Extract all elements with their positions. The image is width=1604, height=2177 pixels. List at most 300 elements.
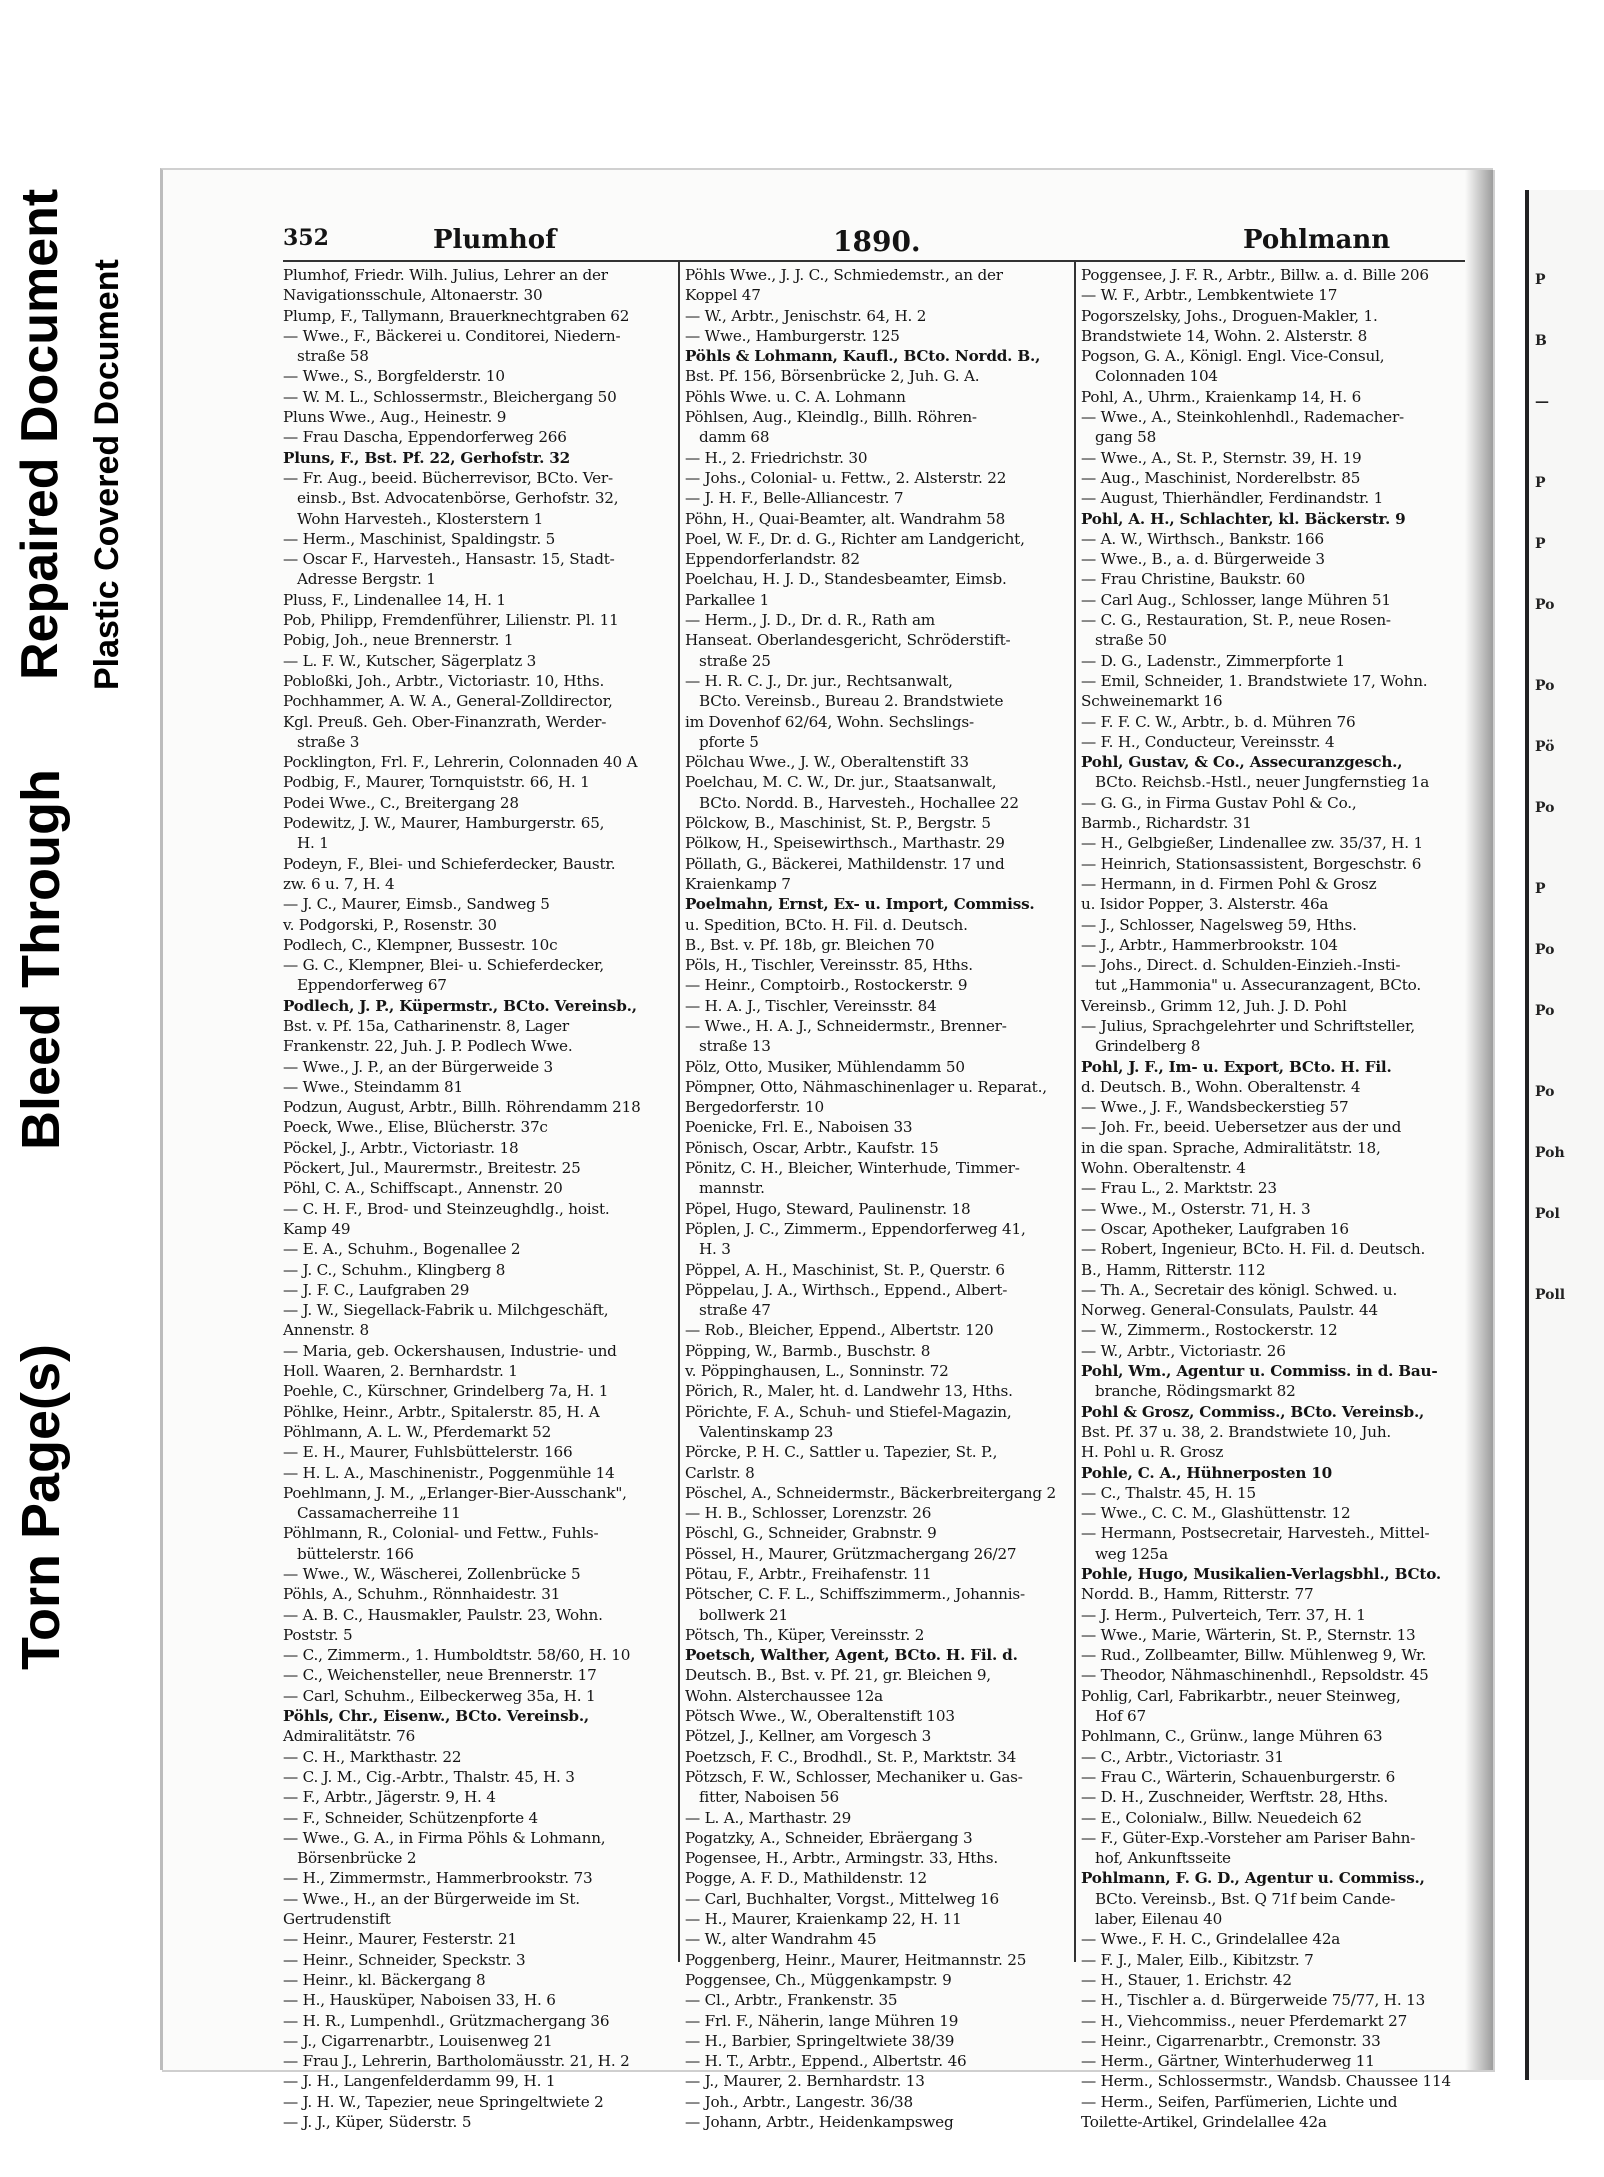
- directory-entry: — J. F. C., Laufgraben 29: [283, 1280, 470, 1299]
- directory-entry: — Hermann, in d. Firmen Pohl & Grosz: [1081, 874, 1377, 893]
- directory-entry: Valentinskamp 23: [699, 1422, 834, 1441]
- directory-entry: — J., Schlosser, Nagelsweg 59, Hths.: [1081, 915, 1357, 934]
- directory-entry: Pogson, G. A., Königl. Engl. Vice-Consul,: [1081, 347, 1385, 366]
- directory-entry: — Frau C., Wärterin, Schauenburgerstr. 6: [1081, 1767, 1396, 1786]
- directory-entry: — Robert, Ingenieur, BCto. H. Fil. d. Deutsch.: [1081, 1240, 1426, 1259]
- directory-entry: Annenstr. 8: [283, 1321, 369, 1340]
- directory-entry: — C. H., Markthastr. 22: [283, 1747, 462, 1766]
- directory-entry: Pörich, R., Maler, ht. d. Landwehr 13, Hths.: [685, 1382, 1013, 1401]
- directory-entry: — Wwe., H. A. J., Schneidermstr., Brenner-: [685, 1016, 1007, 1035]
- directory-entry: u. Isidor Popper, 3. Alsterstr. 46a: [1081, 895, 1329, 914]
- directory-entry: Hof 67: [1095, 1707, 1146, 1726]
- directory-entry: mannstr.: [699, 1179, 765, 1198]
- directory-entry: Pöhn, H., Quai-Beamter, alt. Wandrahm 58: [685, 509, 1006, 528]
- directory-entry: Pöckel, J., Arbtr., Victoriastr. 18: [283, 1138, 519, 1157]
- directory-entry: — J., Maurer, 2. Bernhardstr. 13: [685, 2072, 925, 2091]
- directory-entry: — Wwe., F., Bäckerei u. Conditorei, Niedern-: [283, 326, 621, 345]
- directory-entry: Pöpel, Hugo, Steward, Paulinenstr. 18: [685, 1199, 971, 1218]
- directory-entry: straße 50: [1095, 631, 1167, 650]
- directory-entry: — F., Arbtr., Jägerstr. 9, H. 4: [283, 1788, 496, 1807]
- directory-entry: — C., Arbtr., Victoriastr. 31: [1081, 1747, 1284, 1766]
- directory-entry: — Heinr., kl. Bäckergang 8: [283, 1970, 486, 1989]
- directory-entry: Pogatzky, A., Schneider, Ebräergang 3: [685, 1828, 973, 1847]
- directory-entry: Pluss, F., Lindenallee 14, H. 1: [283, 590, 506, 609]
- directory-entry: Pöhlmann, R., Colonial- und Fettw., Fuhls-: [283, 1524, 599, 1543]
- directory-entry: in die span. Sprache, Admiralitätstr. 18,: [1081, 1138, 1381, 1157]
- directory-entry: — Herm., J. D., Dr. d. R., Rath am: [685, 611, 935, 630]
- adjacent-page-fragment: Po: [1535, 1084, 1555, 1100]
- directory-entry: Toilette-Artikel, Grindelallee 42a: [1081, 2113, 1327, 2132]
- repaired-document-stamp: Repaired Document: [11, 188, 69, 680]
- directory-entry: — Heinr., Schneider, Speckstr. 3: [283, 1950, 526, 1969]
- directory-entry: — W., Zimmerm., Rostockerstr. 12: [1081, 1321, 1338, 1340]
- adjacent-page-fragment: Pol: [1535, 1206, 1560, 1222]
- directory-entry: Pohl, A., Uhrm., Kraienkamp 14, H. 6: [1081, 387, 1362, 406]
- directory-entry: Pohl, Gustav, & Co., Assecuranzgesch.,: [1081, 753, 1403, 772]
- directory-entry: Brandstwiete 14, Wohn. 2. Alsterstr. 8: [1081, 326, 1368, 345]
- directory-entry: Podzun, August, Arbtr., Billh. Röhrendamm 218: [283, 1098, 641, 1117]
- directory-entry: Bergedorferstr. 10: [685, 1098, 824, 1117]
- directory-entry: Pölckow, B., Maschinist, St. P., Bergstr. 5: [685, 814, 991, 833]
- directory-entry: — Wwe., B., a. d. Bürgerweide 3: [1081, 550, 1325, 569]
- directory-entry: Pobloßki, Joh., Arbtr., Victoriastr. 10, Hths.: [283, 671, 605, 690]
- directory-entry: — Joh. Fr., beeid. Uebersetzer aus der und: [1081, 1118, 1402, 1137]
- directory-entry: Pölchau Wwe., J. W., Oberaltenstift 33: [685, 753, 969, 772]
- directory-entry: Plump, F., Tallymann, Brauerknechtgraben 62: [283, 306, 630, 325]
- directory-entry: — C., Weichensteller, neue Brennerstr. 17: [283, 1666, 597, 1685]
- directory-entry: Podewitz, J. W., Maurer, Hamburgerstr. 65,: [283, 814, 605, 833]
- directory-entry: — D. G., Ladenstr., Zimmerpforte 1: [1081, 651, 1345, 670]
- adjacent-page-fragment: P: [1535, 272, 1546, 288]
- directory-entry: BCto. Nordd. B., Harvesteh., Hochallee 22: [699, 793, 1019, 812]
- directory-entry: B., Hamm, Ritterstr. 112: [1081, 1260, 1266, 1279]
- directory-entry: — Herm., Maschinist, Spaldingstr. 5: [283, 529, 556, 548]
- directory-entry: Vereinsb., Grimm 12, Juh. J. D. Pohl: [1081, 996, 1347, 1015]
- directory-entry: — W. M. L., Schlossermstr., Bleichergang 50: [283, 387, 617, 406]
- directory-entry: — Johs., Colonial- u. Fettw., 2. Alsterstr. 22: [685, 468, 1007, 487]
- directory-entry: — C. J. M., Cig.-Arbtr., Thalstr. 45, H. 3: [283, 1767, 575, 1786]
- directory-entry: — J. H. W., Tapezier, neue Springeltwiete 2: [283, 2092, 604, 2111]
- directory-entry: Poehle, C., Kürschner, Grindelberg 7a, H. 1: [283, 1382, 609, 1401]
- adjacent-page-fragment: B: [1535, 333, 1547, 349]
- directory-entry: — Heinrich, Stationsassistent, Borgeschstr. 6: [1081, 854, 1422, 873]
- directory-entry: Pohlmann, F. G. D., Agentur u. Commiss.,: [1081, 1869, 1425, 1888]
- bleed-through-stamp: Bleed Through: [11, 769, 71, 1150]
- directory-entry: — H., Viehcommiss., neuer Pferdemarkt 27: [1081, 2011, 1408, 2030]
- directory-entry: — H., Stauer, 1. Erichstr. 42: [1081, 1970, 1292, 1989]
- directory-entry: — F., Güter-Exp.-Vorsteher am Pariser Bahn-: [1081, 1828, 1416, 1847]
- directory-entry: Kgl. Preuß. Geh. Ober-Finanzrath, Werder-: [283, 712, 607, 731]
- directory-entry: — Oscar, Apotheker, Laufgraben 16: [1081, 1219, 1349, 1238]
- directory-entry: Pohlig, Carl, Fabrikarbtr., neuer Steinweg,: [1081, 1686, 1401, 1705]
- directory-entry: — Fr. Aug., beeid. Bücherrevisor, BCto. Ver-: [283, 468, 613, 487]
- directory-entry: — Th. A., Secretair des königl. Schwed. u.: [1081, 1280, 1398, 1299]
- directory-entry: Poggenberg, Heinr., Maurer, Heitmannstr. 25: [685, 1950, 1027, 1969]
- directory-entry: Pöschel, A., Schneidermstr., Bäckerbreitergang 2: [685, 1483, 1056, 1502]
- directory-entry: — W., alter Wandrahm 45: [685, 1930, 877, 1949]
- adjacent-page-fragment: Po: [1535, 1003, 1555, 1019]
- directory-entry: Norweg. General-Consulats, Paulstr. 44: [1081, 1301, 1378, 1320]
- directory-entry: Pölkow, H., Speisewirthsch., Marthastr. 29: [685, 834, 1005, 853]
- directory-entry: — J., Arbtr., Hammerbrookstr. 104: [1081, 935, 1338, 954]
- directory-entry: Poelchau, H. J. D., Standesbeamter, Eimsb.: [685, 570, 1007, 589]
- directory-entry: büttelerstr. 166: [297, 1544, 414, 1563]
- directory-entry: Poggensee, Ch., Müggenkampstr. 9: [685, 1970, 952, 1989]
- directory-entry: — Wwe., Marie, Wärterin, St. P., Sternstr. 13: [1081, 1625, 1416, 1644]
- directory-entry: Pöhls & Lohmann, Kaufl., BCto. Nordd. B.,: [685, 347, 1041, 366]
- plastic-covered-stamp: Plastic Covered Document: [88, 259, 126, 690]
- directory-entry: — Frl. F., Näherin, lange Mühren 19: [685, 2011, 959, 2030]
- directory-entry: Wohn. Alsterchaussee 12a: [685, 1686, 884, 1705]
- directory-entry: — Julius, Sprachgelehrter und Schriftsteller,: [1081, 1016, 1415, 1035]
- directory-entry: Podbig, F., Maurer, Tornquiststr. 66, H. 1: [283, 773, 590, 792]
- directory-entry: — Wwe., Steindamm 81: [283, 1077, 463, 1096]
- directory-entry: Carlstr. 8: [685, 1463, 755, 1482]
- directory-entry: — C. G., Restauration, St. P., neue Rosen-: [1081, 611, 1391, 630]
- directory-entry: Podlech, J. P., Küpermstr., BCto. Vereinsb.,: [283, 996, 637, 1015]
- directory-entry: Poehlmann, J. M., „Erlanger-Bier-Ausschank",: [283, 1483, 627, 1502]
- directory-entry: Pöpping, W., Barmb., Buschstr. 8: [685, 1341, 931, 1360]
- directory-entry: — Aug., Maschinist, Norderelbstr. 85: [1081, 468, 1361, 487]
- directory-entry: — C. H. F., Brod- und Steinzeughdlg., hoist.: [283, 1199, 610, 1218]
- adjacent-page-fragment: Po: [1535, 942, 1555, 958]
- directory-entry: Pöhl, C. A., Schiffscapt., Annenstr. 20: [283, 1179, 563, 1198]
- directory-entry: — F. H., Conducteur, Vereinsstr. 4: [1081, 732, 1335, 751]
- directory-entry: Pohle, C. A., Hühnerposten 10: [1081, 1463, 1333, 1482]
- directory-entry: Poststr. 5: [283, 1625, 353, 1644]
- directory-entry: Pohl & Grosz, Commiss., BCto. Vereinsb.,: [1081, 1402, 1425, 1421]
- directory-entry: — Wwe., J. P., an der Bürgerweide 3: [283, 1057, 553, 1076]
- directory-entry: Poetzsch, F. C., Brodhdl., St. P., Marktstr. 34: [685, 1747, 1017, 1766]
- directory-entry: — J. H., Langenfelderdamm 99, H. 1: [283, 2072, 556, 2091]
- directory-entry: — H., Hausküper, Naboisen 33, H. 6: [283, 1991, 556, 2010]
- directory-entry: — J. W., Siegellack-Fabrik u. Milchgeschäft,: [283, 1301, 609, 1320]
- directory-entry: — J. J., Küper, Süderstr. 5: [283, 2113, 472, 2132]
- directory-entry: Pöppel, A. H., Maschinist, St. P., Querstr. 6: [685, 1260, 1005, 1279]
- directory-entry: — Joh., Arbtr., Langestr. 36/38: [685, 2092, 913, 2111]
- directory-entry: — Wwe., H., an der Bürgerweide im St.: [283, 1889, 580, 1908]
- directory-entry: Pöhlke, Heinr., Arbtr., Spitalerstr. 85, H. A: [283, 1402, 600, 1421]
- directory-entry: — Johann, Arbtr., Heidenkampsweg: [685, 2113, 954, 2132]
- directory-entry: Pöschl, G., Schneider, Grabnstr. 9: [685, 1524, 937, 1543]
- directory-entry: straße 3: [297, 732, 360, 751]
- directory-entry: v. Podgorski, P., Rosenstr. 30: [283, 915, 497, 934]
- directory-entry: — F., Schneider, Schützenpforte 4: [283, 1808, 539, 1827]
- directory-entry: — H. R. C. J., Dr. jur., Rechtsanwalt,: [685, 671, 953, 690]
- directory-entry: BCto. Vereinsb., Bst. Q 71f beim Cande-: [1095, 1889, 1396, 1908]
- directory-entry: Pohl, A. H., Schlachter, kl. Bäckerstr. 9: [1081, 509, 1406, 528]
- directory-entry: branche, Rödingsmarkt 82: [1095, 1382, 1296, 1401]
- directory-entry: Holl. Waaren, 2. Bernhardstr. 1: [283, 1362, 518, 1381]
- directory-entry: Pöckert, Jul., Maurermstr., Breitestr. 25: [283, 1159, 581, 1178]
- directory-entry: Pötscher, C. F. L., Schiffszimmerm., Johannis-: [685, 1585, 1025, 1604]
- directory-entry: Eppendorferlandstr. 82: [685, 550, 860, 569]
- directory-entry: H. 3: [699, 1240, 731, 1259]
- directory-entry: Poel, W. F., Dr. d. G., Richter am Landgericht,: [685, 529, 1025, 548]
- directory-entry: Bst. Pf. 156, Börsenbrücke 2, Juh. G. A.: [685, 367, 980, 386]
- directory-entry: Poggensee, J. F. R., Arbtr., Billw. a. d. Bille 206: [1081, 266, 1429, 284]
- directory-entry: Gertrudenstift: [283, 1910, 391, 1929]
- directory-entry: Pluns, F., Bst. Pf. 22, Gerhofstr. 32: [283, 448, 571, 467]
- adjacent-page-fragment: Po: [1535, 678, 1555, 694]
- directory-entry: — E., Colonialw., Billw. Neuedeich 62: [1081, 1808, 1362, 1827]
- directory-entry: — Wwe., Hamburgerstr. 125: [685, 326, 900, 345]
- directory-entry: Pochhammer, A. W. A., General-Zolldirector,: [283, 692, 613, 711]
- directory-entry: BCto. Vereinsb., Bureau 2. Brandstwiete: [699, 692, 1004, 711]
- directory-entry: tut „Hammonia" u. Assecuranzagent, BCto.: [1095, 976, 1421, 995]
- directory-entry: Wohn Harvesteh., Klosterstern 1: [297, 509, 544, 528]
- directory-entry: — Emil, Schneider, 1. Brandstwiete 17, Wohn.: [1081, 671, 1428, 690]
- directory-entry: — J. H. F., Belle-Alliancestr. 7: [685, 489, 904, 508]
- directory-entry: — Hermann, Postsecretair, Harvesteh., Mittel-: [1081, 1524, 1430, 1543]
- directory-entry: Pocklington, Frl. F., Lehrerin, Colonnaden 40 A: [283, 753, 638, 772]
- adjacent-page-fragment: P: [1535, 475, 1546, 491]
- directory-entry: — E. H., Maurer, Fuhlsbüttelerstr. 166: [283, 1443, 573, 1462]
- adjacent-page-fragment: Poll: [1535, 1287, 1566, 1303]
- directory-entry: Pohlmann, C., Grünw., lange Mühren 63: [1081, 1727, 1383, 1746]
- directory-entry: — Frau Christine, Baukstr. 60: [1081, 570, 1306, 589]
- directory-entry: weg 125a: [1095, 1544, 1168, 1563]
- directory-entry: — Frau Dascha, Eppendorferweg 266: [283, 428, 567, 447]
- adjacent-page-edge: [1525, 190, 1604, 2080]
- directory-entry: gang 58: [1095, 428, 1157, 447]
- directory-entry: u. Spedition, BCto. H. Fil. d. Deutsch.: [685, 915, 968, 934]
- directory-entry: — Wwe., M., Osterstr. 71, H. 3: [1081, 1199, 1311, 1218]
- directory-entry: — Theodor, Nähmaschinenhdl., Repsoldstr. 45: [1081, 1666, 1429, 1685]
- directory-entry: fitter, Naboisen 56: [699, 1788, 839, 1807]
- directory-column-3: [1081, 265, 1466, 2132]
- directory-entry: Pössel, H., Maurer, Grützmachergang 26/27: [685, 1544, 1017, 1563]
- directory-entry: Pobig, Joh., neue Brennerstr. 1: [283, 631, 514, 650]
- directory-entry: Kraienkamp 7: [685, 874, 791, 893]
- adjacent-page-fragment: —: [1535, 394, 1549, 410]
- directory-entry: Plumhof, Friedr. Wilh. Julius, Lehrer an der: [283, 266, 608, 284]
- directory-entry: Parkallee 1: [685, 590, 770, 609]
- directory-entry: im Dovenhof 62/64, Wohn. Sechslings-: [685, 712, 974, 731]
- directory-entry: BCto. Reichsb.-Hstl., neuer Jungfernstieg 1a: [1095, 773, 1430, 792]
- directory-entry: — G. C., Klempner, Blei- u. Schieferdecker,: [283, 956, 605, 975]
- directory-entry: Pötzsch, F. W., Schlosser, Mechaniker u. Gas-: [685, 1767, 1023, 1786]
- directory-entry: Pörichte, F. A., Schuh- und Stiefel-Magazin,: [685, 1402, 1012, 1421]
- directory-entry: — A. W., Wirthsch., Bankstr. 166: [1081, 529, 1324, 548]
- directory-entry: Pötsch, Th., Küper, Vereinsstr. 2: [685, 1625, 925, 1644]
- directory-entry: laber, Eilenau 40: [1095, 1910, 1223, 1929]
- directory-entry: — Wwe., A., St. P., Sternstr. 39, H. 19: [1081, 448, 1362, 467]
- left-running-head: Plumhof: [433, 225, 557, 255]
- directory-entry: Podlech, C., Klempner, Bussestr. 10c: [283, 935, 558, 954]
- directory-entry: — Maria, geb. Ockershausen, Industrie- und: [283, 1341, 617, 1360]
- directory-entry: — Herm., Gärtner, Winterhuderweg 11: [1081, 2052, 1375, 2071]
- directory-entry: Pluns Wwe., Aug., Heinestr. 9: [283, 408, 507, 427]
- directory-entry: straße 25: [699, 651, 771, 670]
- directory-entry: Frankenstr. 22, Juh. J. P. Podlech Wwe.: [283, 1037, 573, 1056]
- directory-entry: — J. C., Schuhm., Klingberg 8: [283, 1260, 506, 1279]
- directory-entry: Admiralitätstr. 76: [283, 1727, 416, 1746]
- directory-entry: — Rob., Bleicher, Eppend., Albertstr. 120: [685, 1321, 994, 1340]
- directory-entry: — Heinr., Maurer, Festerstr. 21: [283, 1930, 517, 1949]
- directory-entry: — Wwe., S., Borgfelderstr. 10: [283, 367, 505, 386]
- directory-entry: Pöhls Wwe. u. C. A. Lohmann: [685, 387, 906, 406]
- directory-entry: — Carl Aug., Schlosser, lange Mühren 51: [1081, 590, 1391, 609]
- directory-entry: — Heinr., Cigarrenarbtr., Cremonstr. 33: [1081, 2031, 1381, 2050]
- directory-column-1: [283, 265, 668, 2132]
- directory-entry: — H., 2. Friedrichstr. 30: [685, 448, 868, 467]
- directory-entry: — Herm., Seifen, Parfümerien, Lichte und: [1081, 2092, 1398, 2111]
- directory-entry: straße 47: [699, 1301, 771, 1320]
- directory-entry: — H. R., Lumpenhdl., Grützmachergang 36: [283, 2011, 610, 2030]
- directory-entry: Eppendorferweg 67: [297, 976, 447, 995]
- directory-entry: — G. G., in Firma Gustav Pohl & Co.,: [1081, 793, 1357, 812]
- scanned-page: [160, 168, 1493, 2132]
- directory-entry: Pöllath, G., Bäckerei, Mathildenstr. 17 und: [685, 854, 1005, 873]
- directory-entry: — D. H., Zuschneider, Werftstr. 28, Hths.: [1081, 1788, 1389, 1807]
- directory-entry: — Wwe., G. A., in Firma Pöhls & Lohmann,: [283, 1828, 606, 1847]
- right-running-head: Pohlmann: [1243, 225, 1391, 255]
- directory-entry: Pogorszelsky, Johs., Droguen-Makler, 1.: [1081, 306, 1378, 325]
- directory-entry: Poelmahn, Ernst, Ex- u. Import, Commiss.: [685, 895, 1035, 914]
- directory-entry: Bst. v. Pf. 15a, Catharinenstr. 8, Lager: [283, 1016, 569, 1035]
- directory-entry: B., Bst. v. Pf. 18b, gr. Bleichen 70: [685, 935, 935, 954]
- directory-entry: Bst. Pf. 37 u. 38, 2. Brandstwiete 10, Juh.: [1081, 1422, 1392, 1441]
- directory-entry: Nordd. B., Hamm, Ritterstr. 77: [1081, 1585, 1314, 1604]
- directory-entry: — Oscar F., Harvesteh., Hansastr. 15, Stadt-: [283, 550, 615, 569]
- directory-entry: Pohle, Hugo, Musikalien-Verlagsbhl., BCto.: [1081, 1565, 1441, 1583]
- directory-entry: — L. F. W., Kutscher, Sägerplatz 3: [283, 651, 537, 670]
- directory-entry: Pötsch Wwe., W., Oberaltenstift 103: [685, 1707, 955, 1726]
- directory-entry: Pöppelau, J. A., Wirthsch., Eppend., Albert-: [685, 1280, 1008, 1299]
- directory-entry: — W., Arbtr., Jenischstr. 64, H. 2: [685, 306, 927, 325]
- directory-entry: — H. A. J., Tischler, Vereinsstr. 84: [685, 996, 937, 1015]
- directory-entry: hof, Ankunftsseite: [1095, 1849, 1231, 1868]
- directory-entry: — Wwe., J. F., Wandsbeckerstieg 57: [1081, 1098, 1349, 1117]
- directory-entry: — C., Zimmerm., 1. Humboldtstr. 58/60, H. 10: [283, 1646, 631, 1665]
- adjacent-page-fragment: Po: [1535, 800, 1555, 816]
- directory-entry: — Carl, Buchhalter, Vorgst., Mittelweg 16: [685, 1889, 999, 1908]
- directory-entry: Pötau, F., Arbtr., Freihafenstr. 11: [685, 1565, 932, 1583]
- directory-entry: Pohl, J. F., Im- u. Export, BCto. H. Fil.: [1081, 1057, 1392, 1076]
- directory-entry: Pömpner, Otto, Nähmaschinenlager u. Reparat.,: [685, 1077, 1047, 1096]
- year-heading: 1890.: [833, 225, 921, 258]
- directory-entry: einsb., Bst. Advocatenbörse, Gerhofstr. 32,: [297, 489, 619, 508]
- directory-entry: — H. L. A., Maschinenistr., Poggenmühle 14: [283, 1463, 615, 1482]
- directory-entry: — E. A., Schuhm., Bogenallee 2: [283, 1240, 521, 1259]
- directory-entry: — Cl., Arbtr., Frankenstr. 35: [685, 1991, 898, 2010]
- directory-entry: — J. C., Maurer, Eimsb., Sandweg 5: [283, 895, 550, 914]
- directory-entry: zw. 6 u. 7, H. 4: [283, 874, 395, 893]
- directory-entry: Adresse Bergstr. 1: [297, 570, 436, 589]
- gutter-shadow: [1465, 170, 1493, 2070]
- directory-entry: — H., Tischler a. d. Bürgerweide 75/77, H. 13: [1081, 1991, 1426, 2010]
- directory-entry: Pogensee, H., Arbtr., Armingstr. 33, Hths.: [685, 1849, 998, 1868]
- adjacent-page-fragment: Poh: [1535, 1145, 1565, 1161]
- directory-entry: — H., Gelbgießer, Lindenallee zw. 35/37, H. 1: [1081, 834, 1424, 853]
- directory-entry: d. Deutsch. B., Wohn. Oberaltenstr. 4: [1081, 1077, 1361, 1096]
- directory-entry: — L. A., Marthastr. 29: [685, 1808, 852, 1827]
- header-rule: [283, 260, 1473, 262]
- directory-entry: Colonnaden 104: [1095, 367, 1218, 386]
- directory-entry: — Wwe., C. C. M., Glashüttenstr. 12: [1081, 1504, 1351, 1523]
- directory-entry: — Rud., Zollbeamter, Billw. Mühlenweg 9, Wr.: [1081, 1646, 1427, 1665]
- directory-entry: pforte 5: [699, 732, 759, 751]
- directory-entry: Wohn. Oberaltenstr. 4: [1081, 1159, 1246, 1178]
- column-rule: [678, 262, 680, 1962]
- directory-entry: Navigationsschule, Altonaerstr. 30: [283, 286, 543, 305]
- directory-entry: — F. F. C. W., Arbtr., b. d. Mühren 76: [1081, 712, 1356, 731]
- directory-entry: v. Pöppinghausen, L., Sonninstr. 72: [685, 1362, 949, 1381]
- directory-entry: Podeyn, F., Blei- und Schieferdecker, Baustr.: [283, 854, 616, 873]
- adjacent-page-fragment: Pö: [1535, 739, 1555, 755]
- directory-entry: Pönitz, C. H., Bleicher, Winterhude, Timmer-: [685, 1159, 1020, 1178]
- directory-entry: Poenicke, Frl. E., Naboisen 33: [685, 1118, 913, 1137]
- directory-entry: straße 58: [297, 347, 369, 366]
- directory-entry: Poetsch, Walther, Agent, BCto. H. Fil. d.: [685, 1646, 1018, 1665]
- directory-entry: — J., Cigarrenarbtr., Louisenweg 21: [283, 2031, 553, 2050]
- directory-entry: Schweinemarkt 16: [1081, 692, 1223, 711]
- directory-entry: Deutsch. B., Bst. v. Pf. 21, gr. Bleichen 9,: [685, 1666, 991, 1685]
- directory-entry: bollwerk 21: [699, 1605, 788, 1624]
- directory-entry: Pötzel, J., Kellner, am Vorgesch 3: [685, 1727, 932, 1746]
- directory-entry: Poelchau, M. C. W., Dr. jur., Staatsanwalt,: [685, 773, 997, 792]
- directory-entry: Pölz, Otto, Musiker, Mühlendamm 50: [685, 1057, 965, 1076]
- directory-column-2: [685, 265, 1070, 2132]
- directory-entry: — W. F., Arbtr., Lembkentwiete 17: [1081, 286, 1338, 305]
- directory-entry: Grindelberg 8: [1095, 1037, 1201, 1056]
- directory-entry: — H. T., Arbtr., Eppend., Albertstr. 46: [685, 2052, 967, 2071]
- page-header: [283, 225, 1473, 265]
- directory-entry: — J. Herm., Pulverteich, Terr. 37, H. 1: [1081, 1605, 1366, 1624]
- directory-entry: Pöls, H., Tischler, Vereinsstr. 85, Hths.: [685, 956, 973, 975]
- directory-entry: — H., Zimmermstr., Hammerbrookstr. 73: [283, 1869, 593, 1888]
- directory-entry: Pörcke, P. H. C., Sattler u. Tapezier, St. P.,: [685, 1443, 998, 1462]
- directory-entry: Pöhlsen, Aug., Kleindlg., Billh. Röhren-: [685, 408, 977, 427]
- directory-entry: H. 1: [297, 834, 329, 853]
- page-number: 352: [283, 225, 329, 251]
- directory-entry: Pöhls, Chr., Eisenw., BCto. Vereinsb.,: [283, 1707, 590, 1726]
- directory-entry: — F. J., Maler, Eilb., Kibitzstr. 7: [1081, 1950, 1314, 1969]
- adjacent-page-fragment: P: [1535, 536, 1546, 552]
- adjacent-page-fragment: Po: [1535, 597, 1555, 613]
- directory-entry: — Frau L., 2. Marktstr. 23: [1081, 1179, 1277, 1198]
- directory-entry: — W., Arbtr., Victoriastr. 26: [1081, 1341, 1286, 1360]
- directory-entry: Pöhls, A., Schuhm., Rönnhaidestr. 31: [283, 1585, 561, 1604]
- column-rule: [1074, 262, 1076, 1962]
- directory-entry: — Herm., Schlossermstr., Wandsb. Chaussee 114: [1081, 2072, 1451, 2091]
- directory-entry: Pöhls Wwe., J. J. C., Schmiedemstr., an der: [685, 266, 1003, 284]
- directory-entry: — Frau J., Lehrerin, Bartholomäusstr. 21, H. 2: [283, 2052, 630, 2071]
- adjacent-page-fragment: P: [1535, 881, 1546, 897]
- directory-entry: Poeck, Wwe., Elise, Blücherstr. 37c: [283, 1118, 548, 1137]
- directory-entry: Pönisch, Oscar, Arbtr., Kaufstr. 15: [685, 1138, 939, 1157]
- directory-entry: Pogge, A. F. D., Mathildenstr. 12: [685, 1869, 927, 1888]
- torn-pages-stamp: Torn Page(s): [11, 1343, 71, 1670]
- directory-entry: — Carl, Schuhm., Eilbeckerweg 35a, H. 1: [283, 1686, 596, 1705]
- directory-entry: straße 13: [699, 1037, 771, 1056]
- directory-entry: Barmb., Richardstr. 31: [1081, 814, 1252, 833]
- directory-entry: Podei Wwe., C., Breitergang 28: [283, 793, 519, 812]
- directory-entry: Koppel 47: [685, 286, 761, 305]
- directory-entry: Pob, Philipp, Fremdenführer, Lilienstr. Pl. 11: [283, 611, 619, 630]
- directory-entry: — Heinr., Comptoirb., Rostockerstr. 9: [685, 976, 968, 995]
- directory-entry: — Johs., Direct. d. Schulden-Einzieh.-Insti-: [1081, 956, 1401, 975]
- directory-entry: Pohl, Wm., Agentur u. Commiss. in d. Bau-: [1081, 1362, 1438, 1381]
- directory-entry: — Wwe., F. H. C., Grindelallee 42a: [1081, 1930, 1341, 1949]
- directory-entry: Pöplen, J. C., Zimmerm., Eppendorferweg 41,: [685, 1219, 1026, 1238]
- directory-entry: — H., Maurer, Kraienkamp 22, H. 11: [685, 1910, 962, 1929]
- directory-entry: damm 68: [699, 428, 770, 447]
- directory-entry: H. Pohl u. R. Grosz: [1081, 1443, 1224, 1462]
- directory-entry: Börsenbrücke 2: [297, 1849, 417, 1868]
- directory-entry: — August, Thierhändler, Ferdinandstr. 1: [1081, 489, 1384, 508]
